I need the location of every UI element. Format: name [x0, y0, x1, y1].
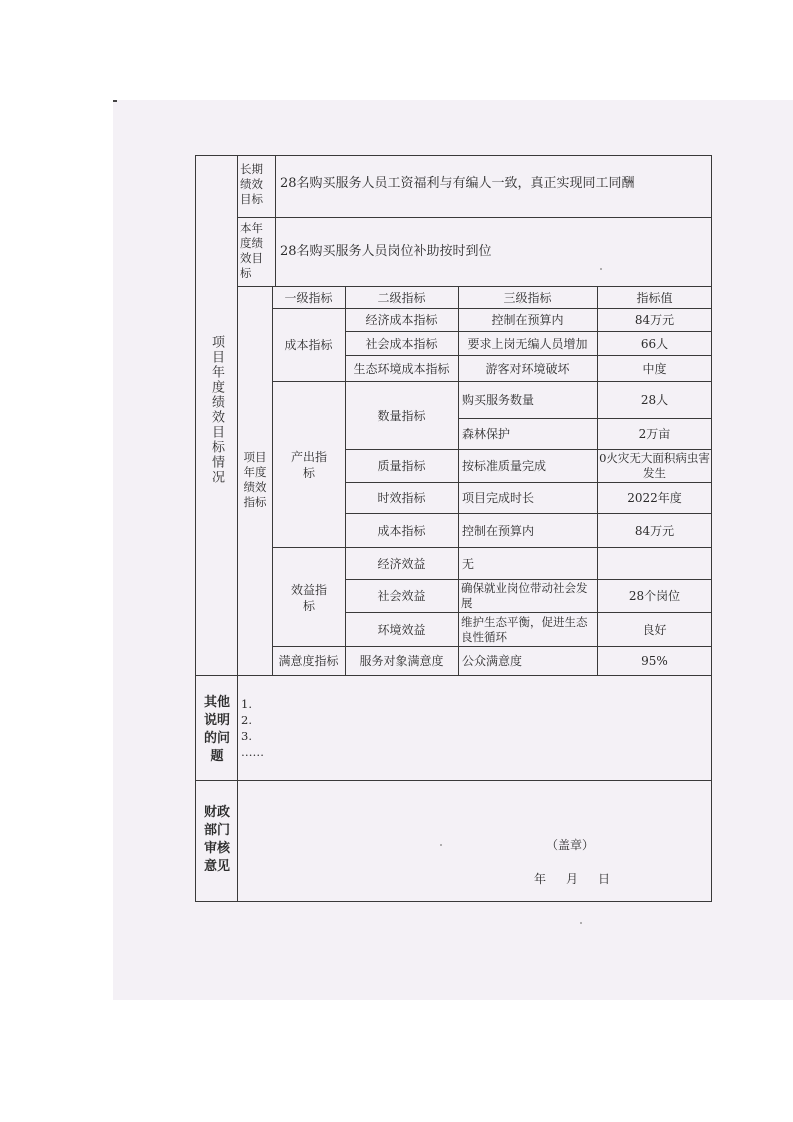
cost-row-l3: 要求上岗无编人员增加	[467, 336, 588, 351]
scan-mark	[113, 100, 117, 102]
seal-text: （盖章）	[545, 838, 594, 852]
quantity-row-val: 28人	[640, 393, 669, 407]
header-level2: 二级指标	[377, 290, 426, 305]
cost-row-l3: 游客对环境破坏	[485, 361, 570, 376]
satisfaction-l3: 公众满意度	[462, 654, 523, 668]
cost-row-val: 66人	[640, 336, 669, 351]
time-l3: 项目完成时长	[462, 491, 535, 505]
quantity-row-val: 2万亩	[638, 427, 671, 441]
indicators-label: 项目年度绩效指标	[243, 450, 267, 509]
quantity-label: 数量指标	[377, 408, 426, 423]
header-value: 指标值	[636, 290, 673, 305]
header-level1: 一级指标	[284, 290, 333, 305]
scan-speck	[580, 922, 582, 924]
annual-label: 本年度绩效目标	[240, 221, 263, 280]
cost-row-l2: 生态环境成本指标	[353, 361, 450, 376]
long-term-label: 长期绩效目标	[240, 162, 263, 206]
other-item: 1.	[241, 697, 252, 711]
output-cost-label: 成本指标	[377, 523, 426, 538]
output-cost-l3: 控制在预算内	[462, 523, 535, 538]
cost-row-val: 中度	[642, 361, 667, 376]
benefit-row-l3: 维护生态平衡，促进生态良性循环	[461, 614, 588, 644]
cost-row-l2: 经济成本指标	[365, 313, 438, 327]
benefit-row-val: 28个岗位	[628, 589, 681, 603]
benefit-row-l2: 经济效益	[377, 556, 426, 571]
cost-label: 成本指标	[284, 338, 333, 352]
other-item: 3.	[241, 729, 252, 743]
time-label: 时效指标	[377, 491, 426, 505]
quality-label: 质量指标	[377, 459, 426, 473]
quantity-row-l3: 森林保护	[462, 427, 511, 441]
other-item: 2.	[241, 713, 252, 727]
finance-label: 财政部门审核意见	[203, 805, 230, 874]
time-val: 2022年度	[627, 491, 682, 505]
other-item: ……	[241, 745, 264, 759]
header-level3: 三级指标	[503, 290, 552, 305]
date-day: 日	[597, 872, 610, 886]
long-term-text: 28名购买服务人员工资福利与有编人一致，真正实现同工同酬	[280, 176, 635, 191]
cost-row-val: 84万元	[634, 313, 675, 327]
other-label: 其他说明的问题	[203, 695, 230, 764]
date-month: 月	[565, 872, 578, 886]
scan-speck	[440, 844, 442, 846]
annual-text: 28名购买服务人员岗位补助按时到位	[280, 244, 492, 259]
quantity-row-l3: 购买服务数量	[462, 393, 535, 407]
section-label: 项目年度绩效目标情况	[209, 335, 224, 485]
benefit-row-val: 良好	[642, 622, 667, 637]
quality-l3: 按标准质量完成	[462, 459, 547, 473]
scan-speck	[600, 268, 602, 270]
quality-val: 0火灾无大面积病虫害发生	[599, 451, 710, 480]
benefit-row-l2: 社会效益	[377, 589, 426, 603]
output-cost-val: 84万元	[634, 523, 675, 538]
date-year: 年	[533, 872, 546, 886]
satisfaction-l2: 服务对象满意度	[359, 654, 444, 668]
benefit-row-l3: 无	[462, 556, 475, 571]
benefit-row-l2: 环境效益	[377, 622, 426, 637]
benefit-row-l3: 确保就业岗位带动社会发展	[461, 581, 588, 610]
output-label: 产出指标	[290, 450, 327, 480]
satisfaction-l1: 满意度指标	[278, 654, 339, 668]
cost-row-l3: 控制在预算内	[491, 313, 564, 327]
benefit-label: 效益指标	[290, 583, 327, 613]
satisfaction-val: 95%	[641, 654, 668, 668]
benefit-row-val	[597, 548, 712, 579]
cost-row-l2: 社会成本指标	[365, 336, 438, 351]
